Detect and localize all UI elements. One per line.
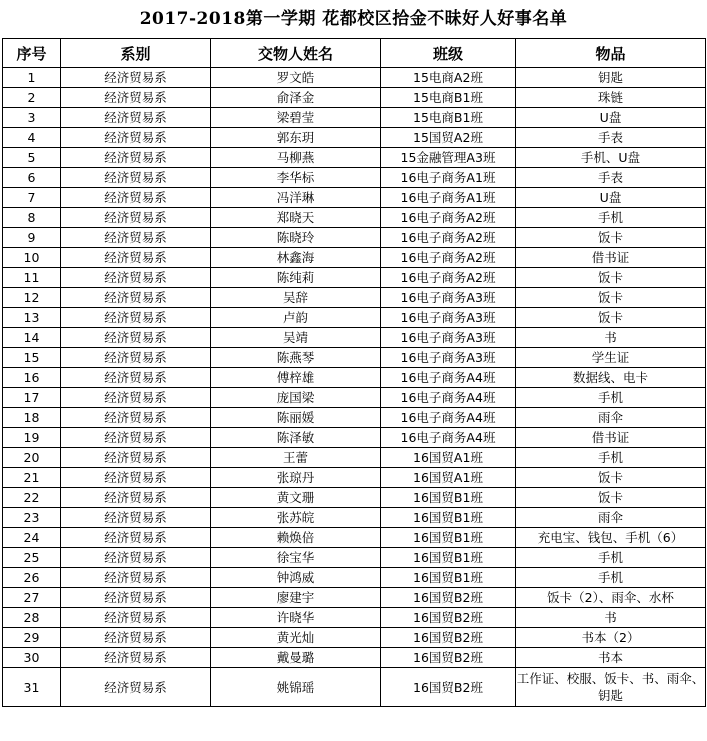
table-row: [3, 368, 706, 388]
cell-class: 16电子商务A1班: [381, 168, 516, 188]
cell-department: 经济贸易系: [61, 168, 211, 188]
cell-name: 王蕾: [211, 448, 381, 468]
cell-name: 吴靖: [211, 328, 381, 348]
cell-index: 13: [3, 308, 61, 328]
cell-index: 2: [3, 88, 61, 108]
cell-index: 22: [3, 488, 61, 508]
cell-class: 16电子商务A3班: [381, 288, 516, 308]
table-row: [3, 528, 706, 548]
cell-department: 经济贸易系: [61, 348, 211, 368]
cell-name: 戴曼璐: [211, 648, 381, 668]
column-header-name: 交物人姓名: [211, 39, 381, 68]
cell-name: 黄光灿: [211, 628, 381, 648]
cell-index: 16: [3, 368, 61, 388]
cell-class: 16国贸B1班: [381, 568, 516, 588]
cell-items: 饭卡（2）、雨伞、水杯: [516, 588, 706, 608]
cell-index: 9: [3, 228, 61, 248]
cell-class: 16国贸B1班: [381, 508, 516, 528]
cell-department: 经济贸易系: [61, 88, 211, 108]
cell-index: 19: [3, 428, 61, 448]
cell-name: 俞泽金: [211, 88, 381, 108]
cell-index: 7: [3, 188, 61, 208]
cell-class: 16国贸B2班: [381, 668, 516, 707]
cell-items: 书本: [516, 648, 706, 668]
cell-index: 28: [3, 608, 61, 628]
table-row: [3, 648, 706, 668]
column-header-index: 序号: [3, 39, 61, 68]
cell-index: 15: [3, 348, 61, 368]
table-row: [3, 468, 706, 488]
cell-index: 12: [3, 288, 61, 308]
cell-class: 16国贸B1班: [381, 548, 516, 568]
cell-items: 学生证: [516, 348, 706, 368]
cell-name: 卢韵: [211, 308, 381, 328]
cell-name: 张琼丹: [211, 468, 381, 488]
table-row: [3, 248, 706, 268]
table-row: [3, 168, 706, 188]
cell-department: 经济贸易系: [61, 448, 211, 468]
cell-index: 17: [3, 388, 61, 408]
cell-department: 经济贸易系: [61, 188, 211, 208]
cell-index: 30: [3, 648, 61, 668]
cell-name: 姚锦瑶: [211, 668, 381, 707]
cell-name: 梁碧莹: [211, 108, 381, 128]
table-row: [3, 228, 706, 248]
cell-department: 经济贸易系: [61, 288, 211, 308]
cell-department: 经济贸易系: [61, 428, 211, 448]
cell-department: 经济贸易系: [61, 148, 211, 168]
table-row: [3, 348, 706, 368]
cell-index: 18: [3, 408, 61, 428]
cell-index: 25: [3, 548, 61, 568]
cell-items: 手机: [516, 448, 706, 468]
table-row: [3, 268, 706, 288]
cell-department: 经济贸易系: [61, 268, 211, 288]
cell-class: 16电子商务A1班: [381, 188, 516, 208]
cell-class: 16电子商务A2班: [381, 228, 516, 248]
cell-class: 16电子商务A4班: [381, 428, 516, 448]
cell-index: 27: [3, 588, 61, 608]
cell-index: 20: [3, 448, 61, 468]
table-row: [3, 188, 706, 208]
column-header-department: 系别: [61, 39, 211, 68]
cell-index: 26: [3, 568, 61, 588]
cell-items: 手表: [516, 168, 706, 188]
page-title: 2017-2018第一学期 花都校区拾金不昧好人好事名单: [139, 9, 568, 29]
cell-name: 廖建宇: [211, 588, 381, 608]
cell-class: 16国贸B2班: [381, 628, 516, 648]
cell-items: 书: [516, 608, 706, 628]
cell-index: 31: [3, 668, 61, 707]
cell-class: 16电子商务A2班: [381, 268, 516, 288]
table-row: [3, 408, 706, 428]
table-row: [3, 508, 706, 528]
table-row: [3, 428, 706, 448]
cell-name: 赖焕倍: [211, 528, 381, 548]
cell-department: 经济贸易系: [61, 508, 211, 528]
cell-index: 10: [3, 248, 61, 268]
cell-class: 15国贸A2班: [381, 128, 516, 148]
cell-department: 经济贸易系: [61, 128, 211, 148]
cell-index: 5: [3, 148, 61, 168]
cell-class: 16国贸B2班: [381, 648, 516, 668]
cell-department: 经济贸易系: [61, 248, 211, 268]
table-row: [3, 388, 706, 408]
table-row: [3, 108, 706, 128]
cell-index: 29: [3, 628, 61, 648]
cell-index: 11: [3, 268, 61, 288]
cell-class: 16国贸B1班: [381, 488, 516, 508]
cell-class: 16电子商务A3班: [381, 348, 516, 368]
cell-department: 经济贸易系: [61, 608, 211, 628]
cell-class: 16电子商务A2班: [381, 208, 516, 228]
cell-name: 李华标: [211, 168, 381, 188]
cell-class: 15金融管理A3班: [381, 148, 516, 168]
cell-department: 经济贸易系: [61, 308, 211, 328]
cell-items: 钥匙: [516, 68, 706, 88]
cell-department: 经济贸易系: [61, 388, 211, 408]
cell-index: 4: [3, 128, 61, 148]
cell-department: 经济贸易系: [61, 528, 211, 548]
cell-items: 珠链: [516, 88, 706, 108]
cell-department: 经济贸易系: [61, 488, 211, 508]
cell-items: 饭卡: [516, 308, 706, 328]
cell-class: 16电子商务A4班: [381, 408, 516, 428]
cell-items: 借书证: [516, 428, 706, 448]
cell-class: 16电子商务A4班: [381, 388, 516, 408]
cell-name: 陈晓玲: [211, 228, 381, 248]
cell-name: 黄文珊: [211, 488, 381, 508]
cell-items: 手机、U盘: [516, 148, 706, 168]
cell-name: 钟鸿威: [211, 568, 381, 588]
cell-department: 经济贸易系: [61, 328, 211, 348]
table-row: [3, 308, 706, 328]
cell-name: 吴辞: [211, 288, 381, 308]
cell-items: 饭卡: [516, 228, 706, 248]
cell-department: 经济贸易系: [61, 68, 211, 88]
cell-items: 书本（2）: [516, 628, 706, 648]
cell-name: 马柳燕: [211, 148, 381, 168]
cell-index: 23: [3, 508, 61, 528]
cell-name: 郭东玥: [211, 128, 381, 148]
cell-index: 8: [3, 208, 61, 228]
cell-name: 郑晓天: [211, 208, 381, 228]
table-row: [3, 668, 706, 707]
cell-items: 手机: [516, 388, 706, 408]
cell-department: 经济贸易系: [61, 588, 211, 608]
cell-index: 14: [3, 328, 61, 348]
cell-department: 经济贸易系: [61, 568, 211, 588]
cell-class: 16电子商务A3班: [381, 328, 516, 348]
cell-class: 16国贸B2班: [381, 608, 516, 628]
cell-class: 15电商B1班: [381, 108, 516, 128]
cell-name: 陈燕琴: [211, 348, 381, 368]
cell-name: 林鑫海: [211, 248, 381, 268]
table-row: [3, 88, 706, 108]
cell-items: 饭卡: [516, 288, 706, 308]
cell-class: 16电子商务A3班: [381, 308, 516, 328]
table-row: [3, 68, 706, 88]
cell-name: 傅梓雄: [211, 368, 381, 388]
cell-class: 16电子商务A2班: [381, 248, 516, 268]
table-row: [3, 208, 706, 228]
cell-department: 经济贸易系: [61, 468, 211, 488]
table-row: [3, 608, 706, 628]
column-header-items: 物品: [516, 39, 706, 68]
cell-class: 16电子商务A4班: [381, 368, 516, 388]
table-row: [3, 148, 706, 168]
table-row: [3, 628, 706, 648]
cell-department: 经济贸易系: [61, 208, 211, 228]
cell-items: 数据线、电卡: [516, 368, 706, 388]
cell-items: 手机: [516, 208, 706, 228]
cell-department: 经济贸易系: [61, 668, 211, 707]
cell-items: 工作证、校服、饭卡、书、雨伞、钥匙: [516, 668, 706, 707]
cell-items: 饭卡: [516, 488, 706, 508]
cell-name: 张苏皖: [211, 508, 381, 528]
cell-department: 经济贸易系: [61, 548, 211, 568]
cell-index: 3: [3, 108, 61, 128]
cell-items: 饭卡: [516, 268, 706, 288]
cell-items: 饭卡: [516, 468, 706, 488]
cell-department: 经济贸易系: [61, 108, 211, 128]
table-row: [3, 568, 706, 588]
cell-index: 24: [3, 528, 61, 548]
cell-name: 冯洋琳: [211, 188, 381, 208]
cell-class: 15电商B1班: [381, 88, 516, 108]
cell-items: 雨伞: [516, 408, 706, 428]
cell-name: 罗文皓: [211, 68, 381, 88]
cell-name: 陈泽敏: [211, 428, 381, 448]
cell-class: 16国贸B1班: [381, 528, 516, 548]
cell-index: 1: [3, 68, 61, 88]
table-row: [3, 588, 706, 608]
cell-items: 充电宝、钱包、手机（6）: [516, 528, 706, 548]
cell-index: 6: [3, 168, 61, 188]
cell-items: 手机: [516, 548, 706, 568]
cell-items: 借书证: [516, 248, 706, 268]
table-row: [3, 328, 706, 348]
cell-department: 经济贸易系: [61, 408, 211, 428]
cell-class: 16国贸B2班: [381, 588, 516, 608]
table-row: [3, 448, 706, 468]
cell-class: 16国贸A1班: [381, 448, 516, 468]
column-header-class: 班级: [381, 39, 516, 68]
cell-items: U盘: [516, 188, 706, 208]
cell-name: 庞国梁: [211, 388, 381, 408]
cell-name: 许晓华: [211, 608, 381, 628]
table-row: [3, 488, 706, 508]
cell-index: 21: [3, 468, 61, 488]
header-row: [3, 39, 706, 68]
cell-items: 手表: [516, 128, 706, 148]
cell-class: 16国贸A1班: [381, 468, 516, 488]
cell-name: 陈丽媛: [211, 408, 381, 428]
cell-department: 经济贸易系: [61, 368, 211, 388]
cell-name: 陈纯莉: [211, 268, 381, 288]
cell-items: 手机: [516, 568, 706, 588]
table-row: [3, 548, 706, 568]
cell-items: 雨伞: [516, 508, 706, 528]
lost-found-table: [2, 38, 706, 707]
cell-items: 书: [516, 328, 706, 348]
table-row: [3, 128, 706, 148]
table-row: [3, 288, 706, 308]
cell-class: 15电商A2班: [381, 68, 516, 88]
cell-items: U盘: [516, 108, 706, 128]
cell-name: 徐宝华: [211, 548, 381, 568]
cell-department: 经济贸易系: [61, 628, 211, 648]
cell-department: 经济贸易系: [61, 228, 211, 248]
cell-department: 经济贸易系: [61, 648, 211, 668]
